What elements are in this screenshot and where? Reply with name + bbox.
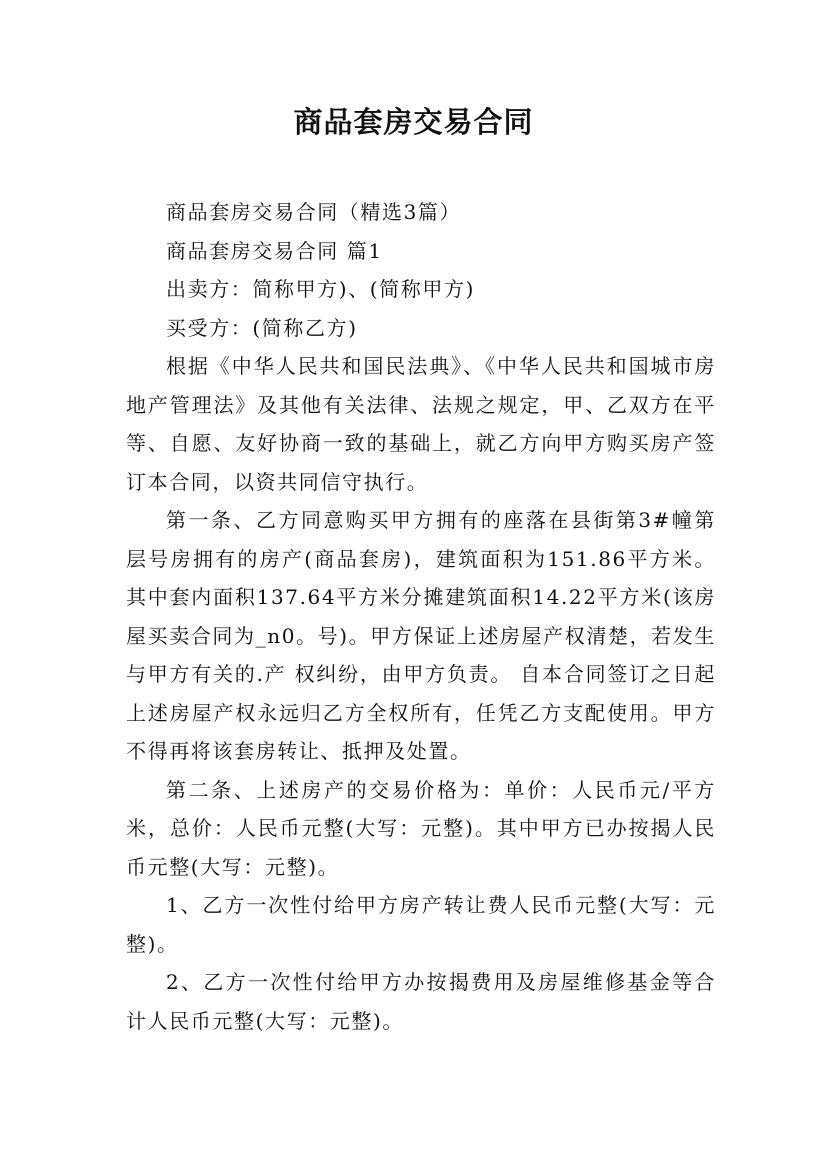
paragraph-seller: 出卖方：简称甲方)、(简称甲方) (166, 277, 476, 301)
paragraph-clause-2: 2、乙方一次性付给甲方办按揭费用及房屋维修基金等合计人民币元整(大写：元整)。 (126, 970, 716, 1033)
paragraph-article-1: 第一条、乙方同意购买甲方拥有的座落在县街第3#幢第层号房拥有的房产(商品套房)，建筑面积为151.86平方米。其中套内面积137.64平方米分摊建筑面积14.22平方米(该房屋买卖合同为_n0。号)。甲方保证上述房屋产权清楚，若发生与甲方有关的.产 权纠纷，由甲方负责。 自本合同签订之日起上述房屋产权永远归乙方全权所有，任凭乙方支配使用。甲方不得再将该套房转让、抵押及处置。 (126, 508, 716, 763)
paragraph-clause-1: 1、乙方一次性付给甲方房产转让费人民币元整(大写：元整)。 (126, 893, 716, 956)
document-body (126, 193, 716, 1040)
paragraph-section-heading: 商品套房交易合同 篇1 (166, 238, 383, 263)
document-title: 商品套房交易合同 (293, 105, 534, 139)
paragraph-article-2: 第二条、上述房产的交易价格为：单价：人民币元/平方米，总价：人民币元整(大写：元整)。其中甲方已办按揭人民币元整(大写：元整)。 (126, 777, 716, 879)
paragraph-buyer: 买受方：(简称乙方) (166, 315, 358, 340)
paragraph-preamble: 根据《中华人民共和国民法典》、《中华人民共和国城市房地产管理法》及其他有关法律、法规之规定，甲、乙双方在平等、自愿、友好协商一致的基础上，就乙方向甲方购买房产签订本合同，以资共同信守执行。 (126, 354, 716, 494)
paragraph-subtitle: 商品套房交易合同（精选3篇） (166, 200, 462, 224)
